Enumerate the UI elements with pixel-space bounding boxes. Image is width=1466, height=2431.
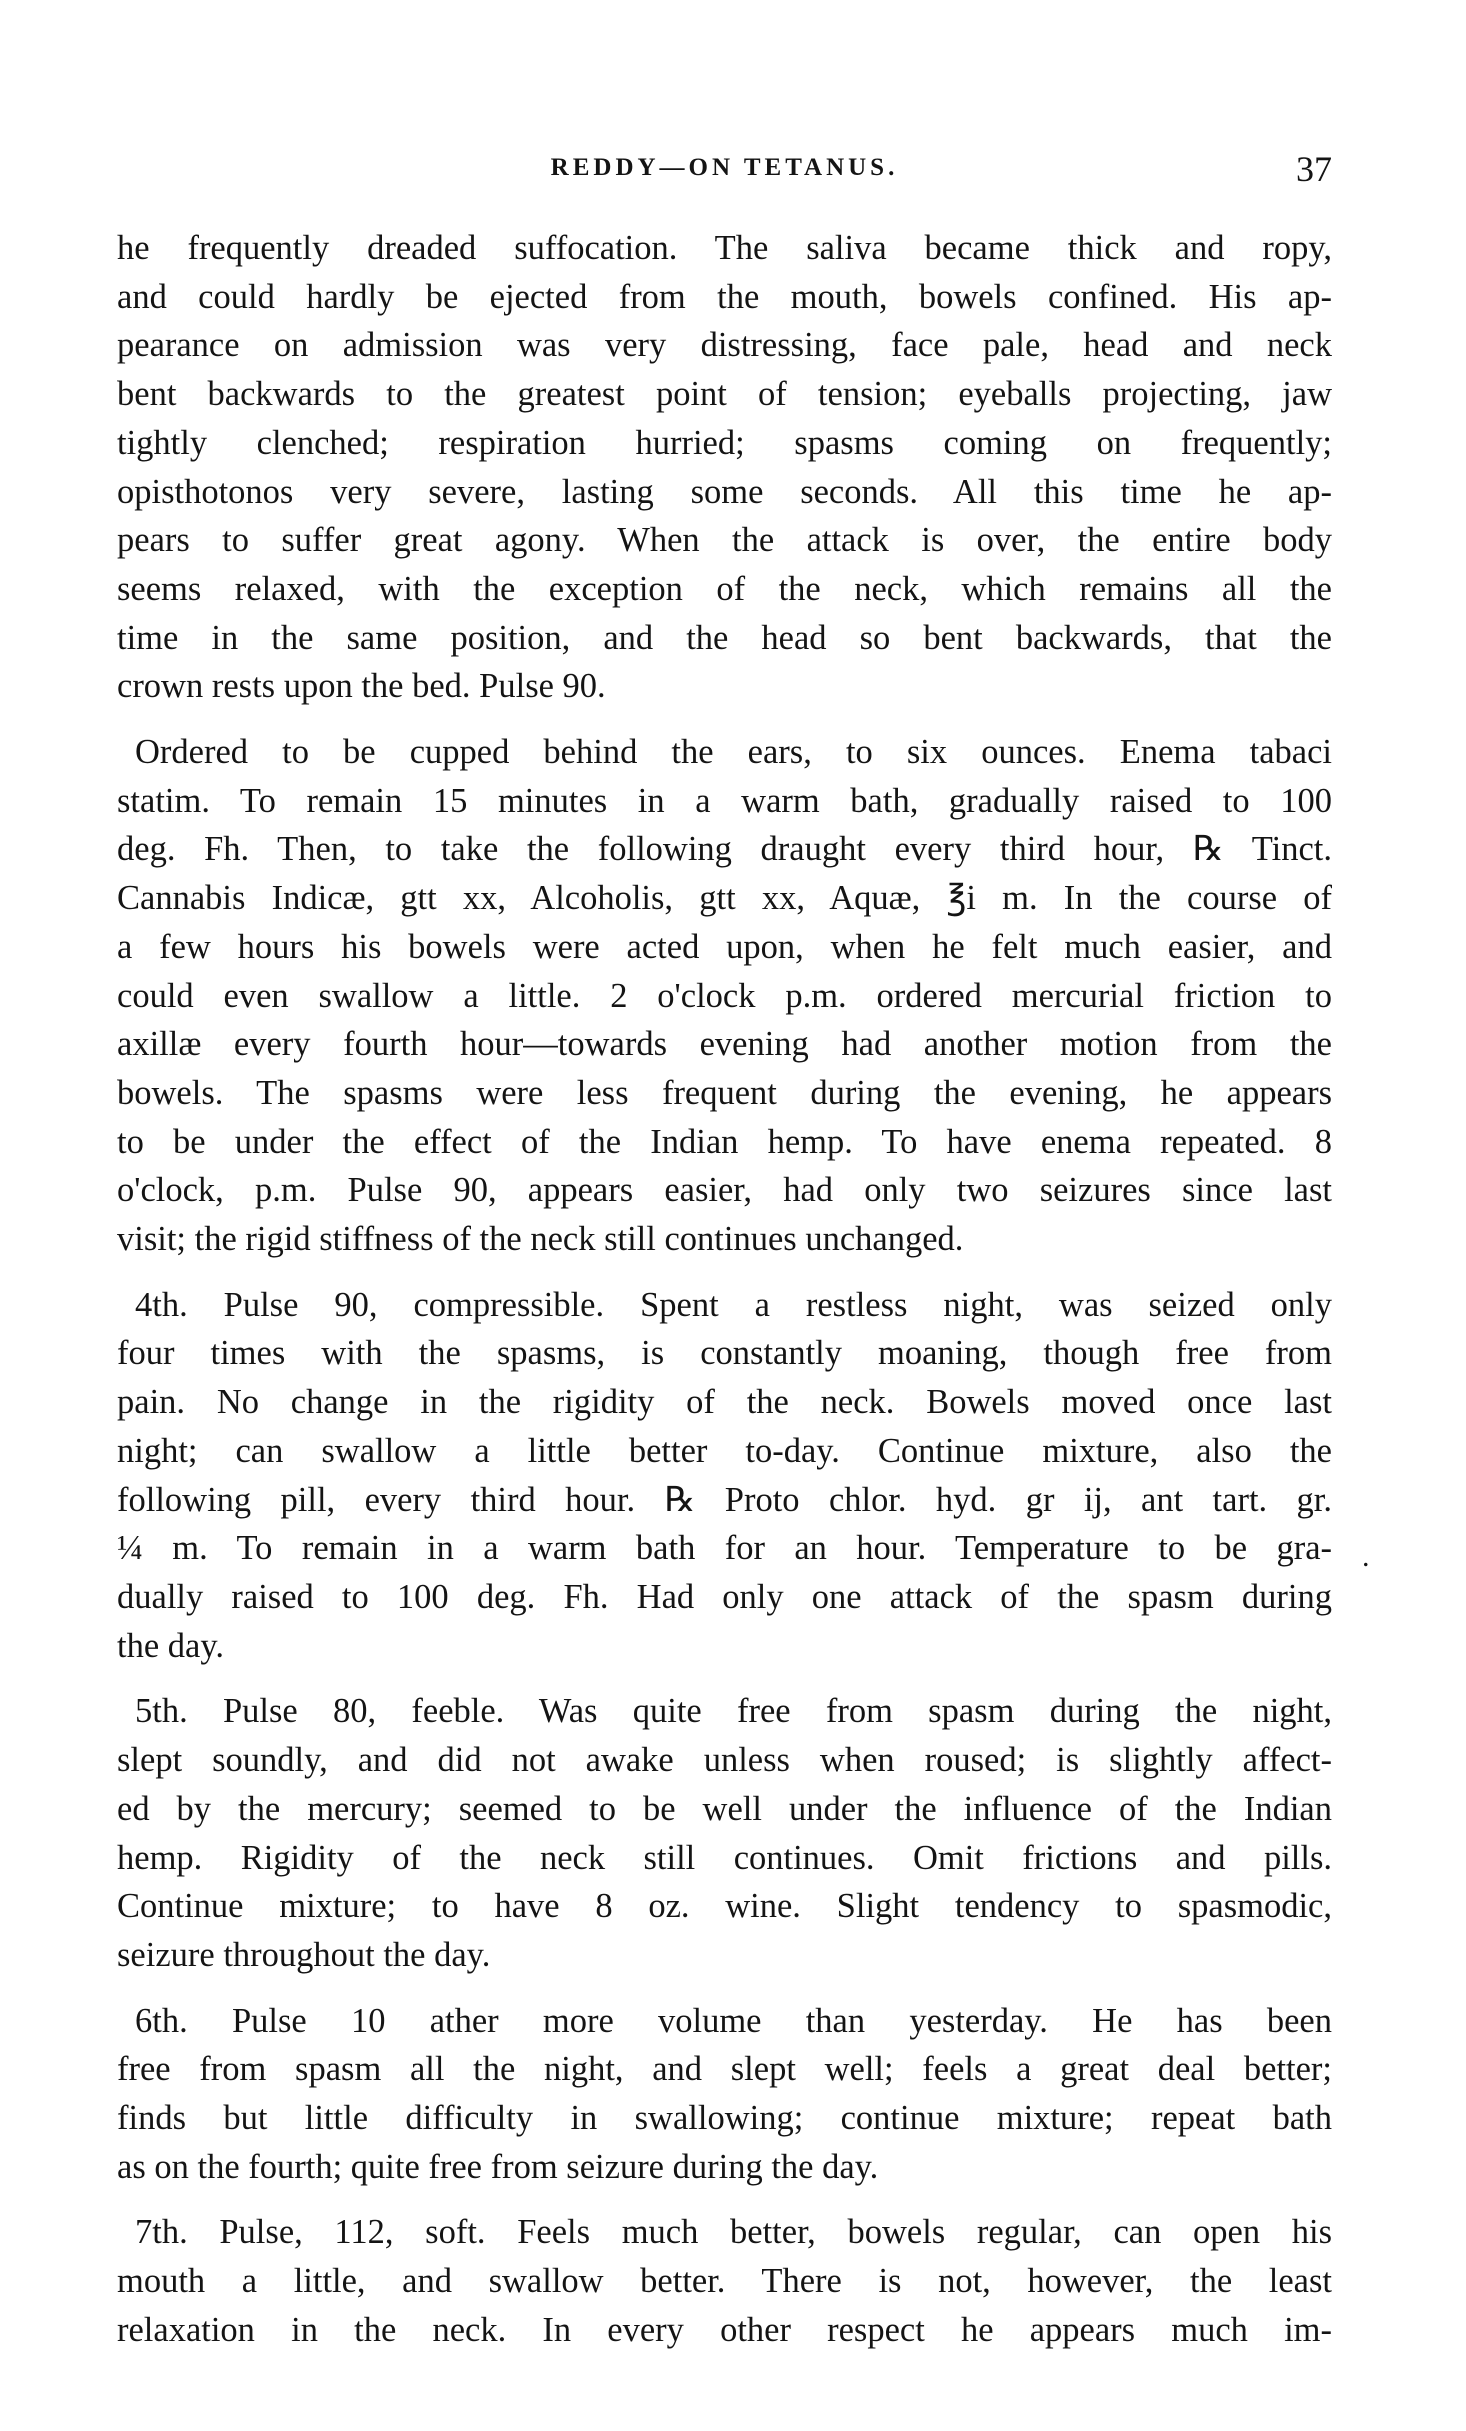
- text-line: dually raised to 100 deg. Fh. Had only one attack of the spasm during: [117, 1577, 1332, 1616]
- running-head: [117, 148, 1332, 208]
- paragraph: [117, 224, 1332, 711]
- text-line: he frequently dreaded suffocation. The saliva became thick and ropy,: [117, 229, 1332, 267]
- paragraph: [117, 728, 1332, 1264]
- text-line: o'clock, p.m. Pulse 90, appears easier, had only two seizures since last: [117, 1171, 1332, 1210]
- text-line: statim. To remain 15 minutes in a warm bath, gradually raised to 100: [117, 781, 1332, 820]
- text-line: pain. No change in the rigidity of the neck. Bowels moved once last: [117, 1383, 1332, 1422]
- text-line: night; can swallow a little better to-day. Continue mixture, also the: [117, 1431, 1332, 1470]
- text-line: deg. Fh. Then, to take the following draught every third hour, ℞ Tinct.: [117, 830, 1332, 869]
- text-line: crown rests upon the bed. Pulse 90.: [117, 667, 606, 706]
- text-line: relaxation in the neck. In every other respect he appears much im-: [117, 2310, 1332, 2349]
- text-line: ed by the mercury; seemed to be well under the influence of the Indian: [117, 1789, 1332, 1828]
- text-line: 7th. Pulse, 112, soft. Feels much better, bowels regular, can open his: [135, 2213, 1332, 2252]
- text-line: opisthotonos very severe, lasting some seconds. All this time he ap-: [117, 472, 1332, 511]
- paragraph: [117, 1281, 1332, 1671]
- body-text: [117, 224, 1332, 2372]
- text-line: axillæ every fourth hour—towards evening had another motion from the: [117, 1025, 1332, 1064]
- paragraph: [117, 2208, 1332, 2354]
- margin-mark: .: [1362, 1540, 1370, 1573]
- text-line: could even swallow a little. 2 o'clock p.m. ordered mercurial friction to: [117, 976, 1332, 1015]
- text-line: free from spasm all the night, and slept well; feels a great deal better;: [117, 2050, 1332, 2089]
- text-line: following pill, every third hour. ℞ Proto chlor. hyd. gr ij, ant tart. gr.: [117, 1480, 1332, 1519]
- text-line: Cannabis Indicæ, gtt xx, Alcoholis, gtt xx, Aquæ, ℥i m. In the course of: [117, 879, 1332, 918]
- text-line: 5th. Pulse 80, feeble. Was quite free from spasm during the night,: [135, 1692, 1332, 1731]
- text-line: 4th. Pulse 90, compressible. Spent a restless night, was seized only: [135, 1285, 1332, 1324]
- text-line: pears to suffer great agony. When the attack is over, the entire body: [117, 521, 1332, 560]
- paragraph: [117, 1997, 1332, 2192]
- text-line: Ordered to be cupped behind the ears, to six ounces. Enema tabaci: [135, 733, 1332, 772]
- text-line: tightly clenched; respiration hurried; spasms coming on frequently;: [117, 423, 1332, 462]
- text-line: and could hardly be ejected from the mouth, bowels confined. His ap-: [117, 277, 1332, 316]
- text-line: mouth a little, and swallow better. There is not, however, the least: [117, 2262, 1332, 2301]
- text-line: to be under the effect of the Indian hemp. To have enema repeated. 8: [117, 1122, 1332, 1161]
- text-line: ¼ m. To remain in a warm bath for an hour. Temperature to be gra-: [117, 1529, 1332, 1568]
- text-line: bowels. The spasms were less frequent during the evening, he appears: [117, 1073, 1332, 1112]
- text-line: bent backwards to the greatest point of tension; eyeballs projecting, jaw: [117, 375, 1332, 414]
- text-line: 6th. Pulse 10 ather more volume than yesterday. He has been: [135, 2001, 1332, 2040]
- text-line: Continue mixture; to have 8 oz. wine. Slight tendency to spasmodic,: [117, 1887, 1332, 1926]
- text-line: hemp. Rigidity of the neck still continues. Omit frictions and pills.: [117, 1838, 1332, 1877]
- text-line: pearance on admission was very distressing, face pale, head and neck: [117, 326, 1332, 365]
- text-line: visit; the rigid stiffness of the neck still continues unchanged.: [117, 1220, 964, 1259]
- paragraph: [117, 1687, 1332, 1979]
- text-line: the day.: [117, 1626, 224, 1665]
- text-line: seizure throughout the day.: [117, 1935, 491, 1974]
- text-line: as on the fourth; quite free from seizure during the day.: [117, 2147, 879, 2186]
- text-line: a few hours his bowels were acted upon, when he felt much easier, and: [117, 927, 1332, 966]
- text-line: four times with the spasms, is constantly moaning, though free from: [117, 1334, 1332, 1373]
- text-line: slept soundly, and did not awake unless when roused; is slightly affect-: [117, 1741, 1332, 1780]
- text-line: finds but little difficulty in swallowing; continue mixture; repeat bath: [117, 2099, 1332, 2138]
- page-number: 37: [1296, 149, 1332, 189]
- text-line: seems relaxed, with the exception of the neck, which remains all the: [117, 569, 1332, 608]
- text-line: time in the same position, and the head so bent backwards, that the: [117, 618, 1332, 657]
- running-title: REDDY—ON TETANUS.: [550, 154, 899, 181]
